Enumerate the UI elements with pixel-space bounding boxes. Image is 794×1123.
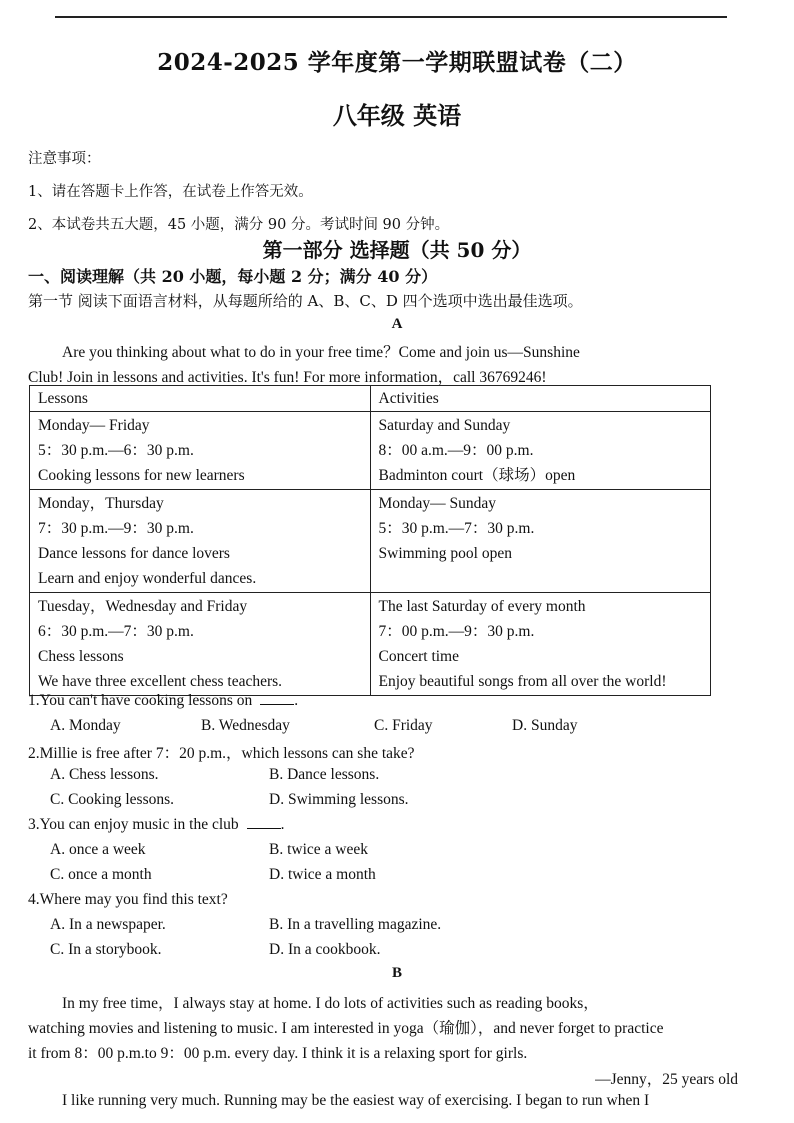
lesson-cell (30, 593, 371, 696)
cell-line: Cooking lessons for new learners (38, 467, 245, 484)
cell-line: 7：30 p.m.—9：30 p.m. (38, 520, 194, 537)
q2-option-b: B. Dance lessons. (269, 766, 380, 783)
activities-header: Activities (370, 386, 711, 412)
cell-line: Saturday and Sunday (378, 417, 511, 434)
q3-option-c: C. once a month (50, 866, 152, 883)
cell-line: The last Saturday of every month (378, 598, 586, 615)
cell-line: Badminton court（球场）open (378, 467, 576, 484)
q2-option-a: A. Chess lessons. (50, 766, 159, 783)
question-1 (28, 692, 298, 710)
cell-line: Tuesday，Wednesday and Friday (38, 598, 248, 615)
passage-b-line-2: watching movies and listening to music. I am interested in yoga（瑜伽），and never forget to practice (28, 1020, 664, 1037)
q1-option-b: B. Wednesday (201, 717, 290, 734)
q3-option-a: A. once a week (50, 841, 146, 858)
question-end: . (294, 692, 299, 709)
cell-line: We have three excellent chess teachers. (38, 673, 283, 690)
q3-option-d: D. twice a month (269, 866, 376, 883)
activity-cell (370, 490, 711, 593)
cell-line: Monday，Thursday (38, 495, 164, 512)
exam-title: 2024-2025 学年度第一学期联盟试卷（二） (157, 49, 637, 76)
cell-line: 5：30 p.m.—6：30 p.m. (38, 442, 194, 459)
question-2: 2.Millie is free after 7：20 p.m.，which lessons can she take? (28, 745, 415, 762)
question-3 (28, 816, 285, 834)
passage-a-intro-2: Club! Join in lessons and activities. It's fun! For more information，call 36769246! (28, 369, 547, 386)
cell-line: 5：30 p.m.—7：30 p.m. (378, 520, 535, 537)
q3-option-b: B. twice a week (269, 841, 368, 858)
cell-line: Swimming pool open (378, 545, 512, 562)
question-end: . (280, 816, 285, 833)
table-row (30, 593, 711, 696)
table-row (30, 490, 711, 593)
q1-option-c: C. Friday (374, 717, 433, 734)
lesson-cell (30, 412, 371, 490)
note-item-2: 2、本试卷共五大题，45 小题，满分 90 分。考试时间 90 分钟。 (28, 217, 450, 233)
q4-option-b: B. In a travelling magazine. (269, 916, 442, 933)
lessons-header: Lessons (30, 386, 371, 412)
section-instruction: 第一节 阅读下面语言材料，从每题所给的 A、B、C、D 四个选项中选出最佳选项。 (28, 292, 583, 310)
note-item-1: 1、请在答题卡上作答，在试卷上作答无效。 (28, 184, 313, 200)
q4-option-a: A. In a newspaper. (50, 916, 166, 933)
question-stem: 3.You can enjoy music in the club (28, 816, 239, 833)
answer-blank (247, 816, 281, 829)
cell-line: Dance lessons for dance lovers (38, 545, 230, 562)
q4-option-c: C. In a storybook. (50, 941, 162, 958)
part-one-title: 第一部分 选择题（共 50 分） (262, 238, 532, 262)
question-stem: 1.You can't have cooking lessons on (28, 692, 253, 709)
cell-line: Learn and enjoy wonderful dances. (38, 570, 257, 587)
top-rule (55, 16, 727, 18)
cell-line: Monday— Friday (38, 417, 150, 434)
q2-option-d: D. Swimming lessons. (269, 791, 409, 808)
passage-b-next-line: I like running very much. Running may be the easiest way of exercising. I began to run when I (62, 1092, 650, 1109)
cell-line: 6：30 p.m.—7：30 p.m. (38, 623, 194, 640)
table-row (30, 412, 711, 490)
cell-line: Enjoy beautiful songs from all over the world! (378, 673, 667, 690)
grade-subject: 八年级 英语 (332, 101, 462, 130)
club-schedule-table (29, 385, 711, 696)
activity-cell (370, 412, 711, 490)
passage-b-line-3: it from 8：00 p.m.to 9：00 p.m. every day. I think it is a relaxing sport for girls. (28, 1045, 528, 1062)
q2-option-c: C. Cooking lessons. (50, 791, 175, 808)
table-header-row (30, 386, 711, 412)
passage-a-intro-1: Are you thinking about what to do in your free time？Come and join us—Sunshine (62, 344, 580, 361)
cell-line: 7：00 p.m.—9：30 p.m. (378, 623, 535, 640)
cell-line: Chess lessons (38, 648, 124, 665)
passage-b-line-1: In my free time，I always stay at home. I do lots of activities such as reading books， (62, 995, 599, 1012)
section-title: 一、阅读理解（共 20 小题，每小题 2 分；满分 40 分） (28, 267, 438, 286)
q1-option-d: D. Sunday (512, 717, 578, 734)
cell-line: 8：00 a.m.—9：00 p.m. (378, 442, 534, 459)
q1-option-a: A. Monday (50, 717, 121, 734)
cell-line: Monday— Sunday (378, 495, 497, 512)
q4-option-d: D. In a cookbook. (269, 941, 381, 958)
passage-a-label: A (391, 316, 403, 332)
activity-cell (370, 593, 711, 696)
cell-line: Concert time (378, 648, 459, 665)
lesson-cell (30, 490, 371, 593)
passage-b-label: B (391, 965, 402, 981)
question-4: 4.Where may you find this text? (28, 891, 228, 908)
answer-blank (260, 692, 294, 705)
notes-heading: 注意事项： (28, 151, 101, 167)
passage-b-signature: —Jenny，25 years old (595, 1071, 738, 1088)
